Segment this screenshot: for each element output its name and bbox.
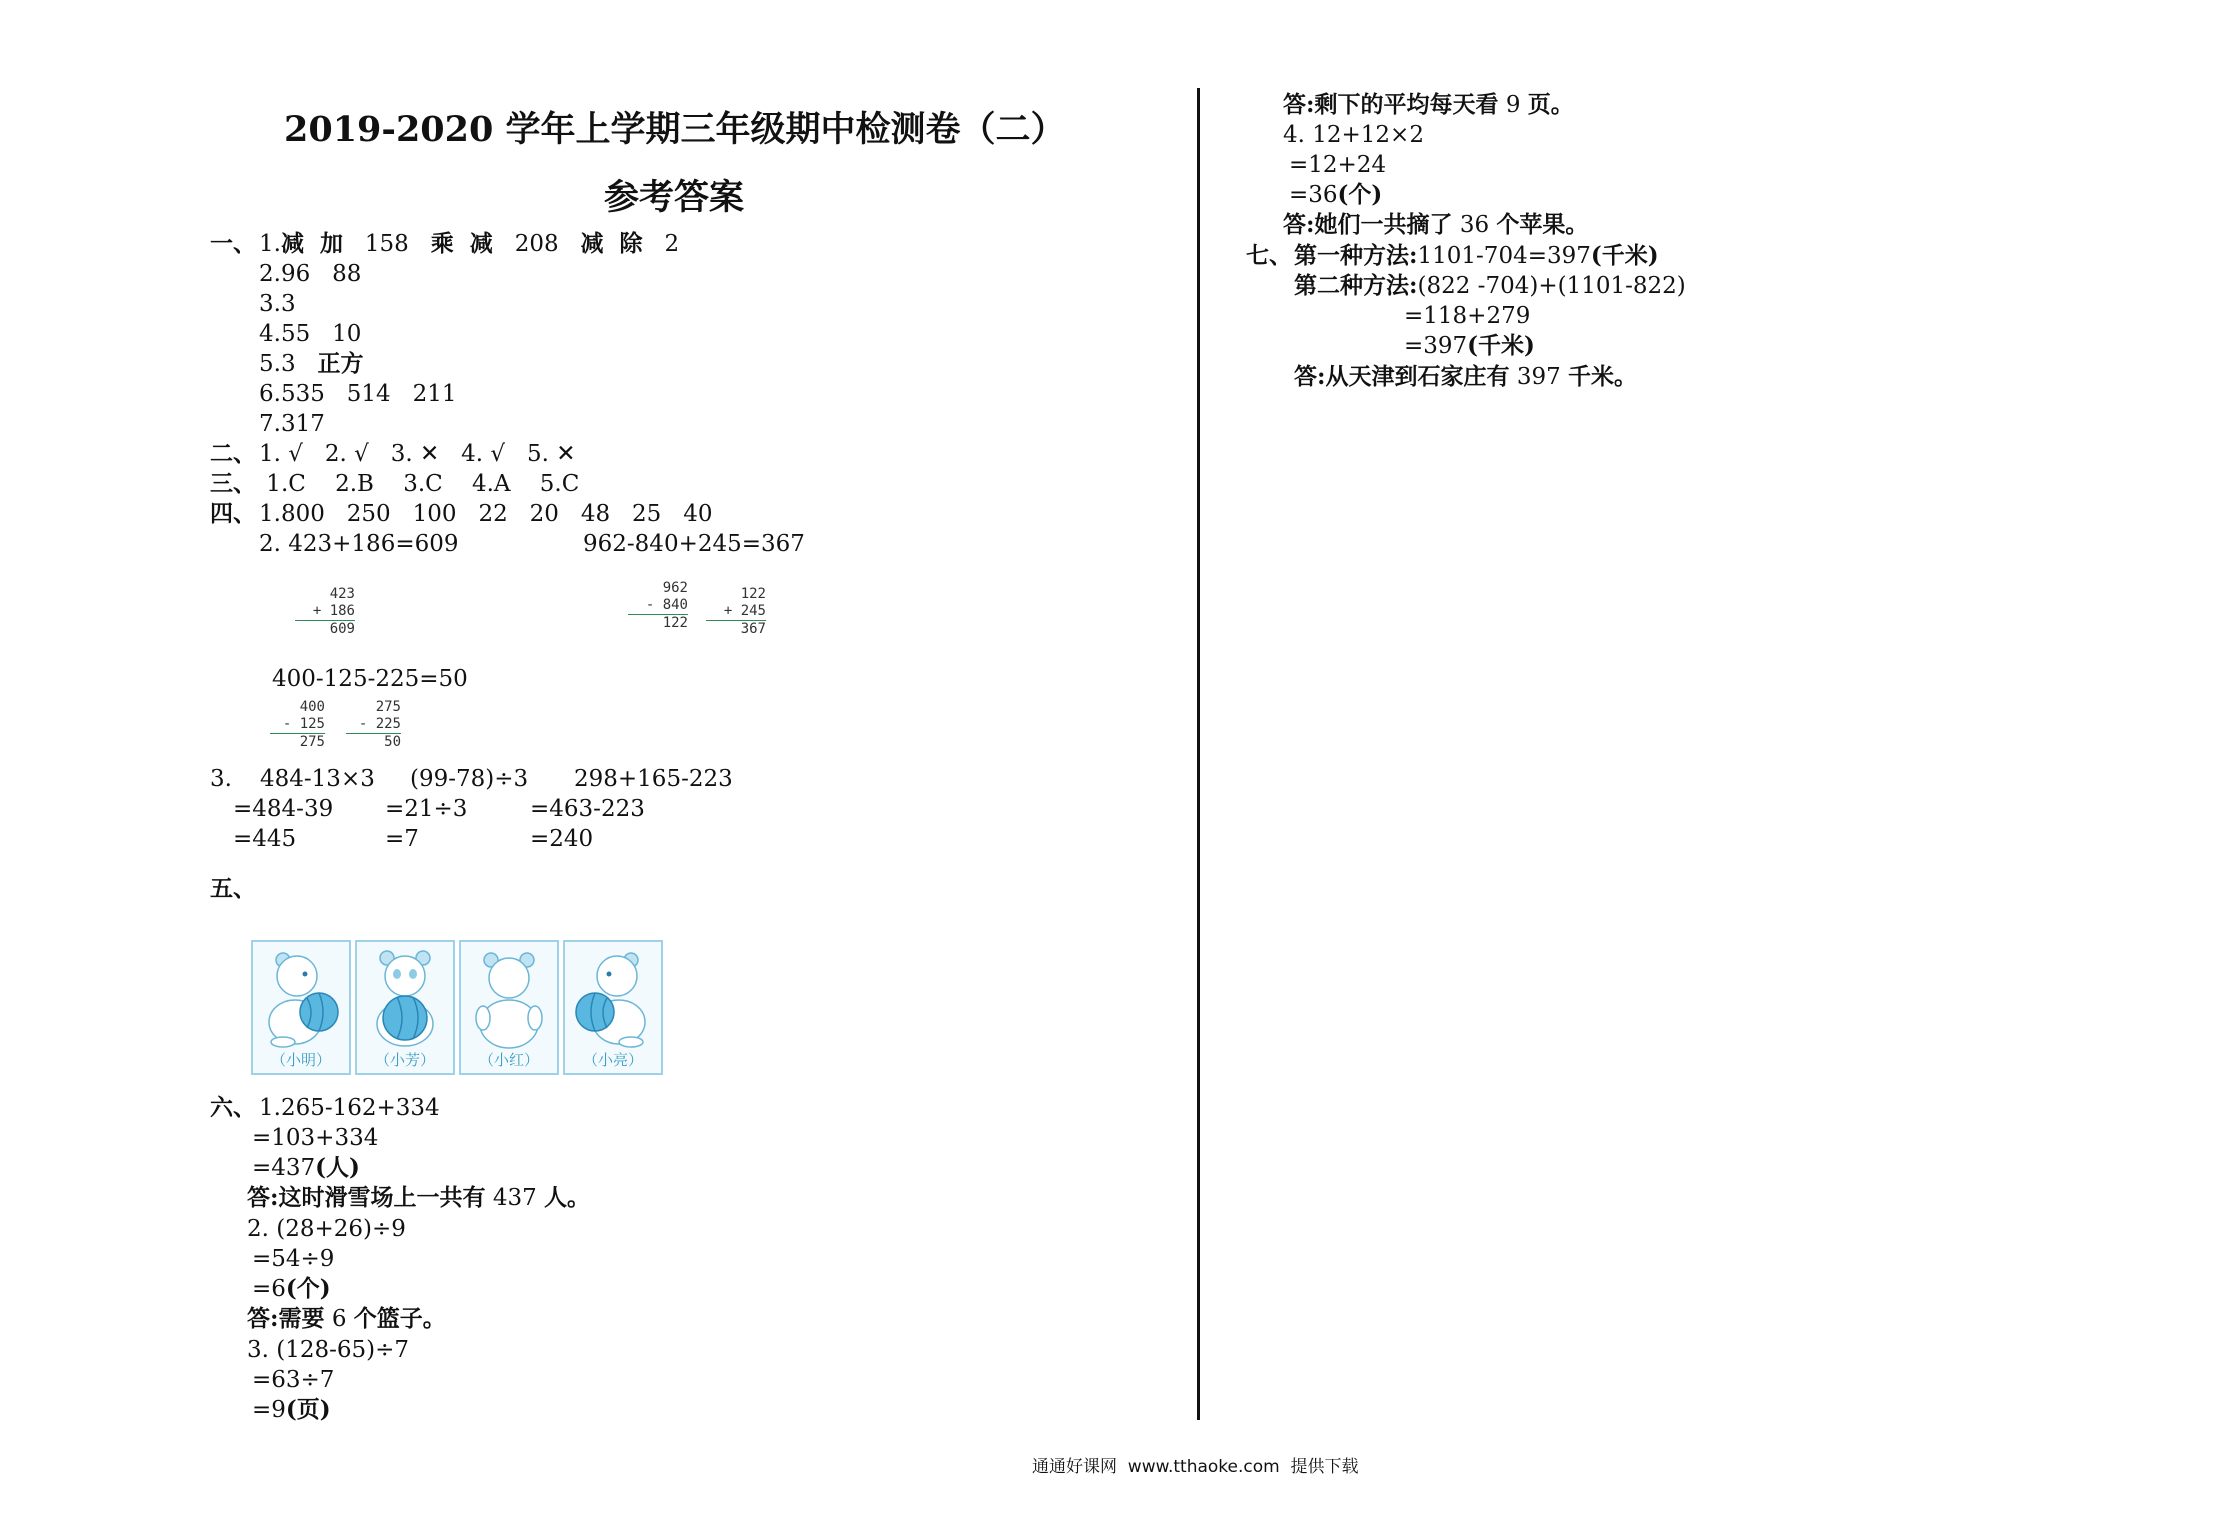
s7-answer: 答:从天津到石家庄有 397 千米。 — [1294, 363, 1638, 390]
panda-card-xiaohong — [459, 940, 559, 1075]
s6-q4-line-1: 4. 12+12×2 — [1283, 122, 1424, 148]
s7-method-1: 第一种方法:1101-704=397(千米) — [1294, 242, 1659, 269]
s6-q2-line-3: =6(个) — [252, 1275, 331, 1302]
s6-q4-answer: 答:她们一共摘了 36 个苹果。 — [1283, 211, 1589, 238]
panda-card-xiaoliang — [563, 940, 663, 1075]
section-3-label: 三、 — [210, 470, 256, 497]
panda-back-icon — [461, 942, 557, 1050]
s6-q2-answer: 答:需要 6 个篮子。 — [247, 1305, 446, 1332]
s4-line-2a: 2. 423+186=609 — [259, 531, 459, 557]
s6-q1-answer: 答:这时滑雪场上一共有 437 人。 — [247, 1184, 591, 1211]
s6-q3-line-1: 3. (128-65)÷7 — [247, 1337, 410, 1363]
s4-q3-b2: =21÷3 — [385, 796, 468, 822]
column-divider — [1197, 88, 1200, 1420]
s1-line-2: 2.96 88 — [259, 261, 362, 287]
s7-method-2: 第二种方法:(822 -704)+(1101-822) — [1294, 272, 1686, 299]
s4-line-1: 1.800 250 100 22 20 48 25 40 — [259, 501, 713, 527]
panda-side-right-ball-icon — [565, 942, 661, 1050]
document-title: 2019-2020 学年上学期三年级期中检测卷（二） — [284, 109, 1066, 150]
section-2-label: 二、 — [210, 440, 256, 467]
panda-card-xiaoming — [251, 940, 351, 1075]
s6-q4-line-2: =12+24 — [1289, 152, 1387, 178]
panda-side-left-ball-icon — [253, 942, 349, 1050]
s3-answers: 1.C 2.B 3.C 4.A 5.C — [259, 471, 580, 497]
s1-line-1: 1.减 加 158 乘 减 208 减 除 2 — [259, 230, 680, 257]
s4-q3-c2: =463-223 — [530, 796, 645, 822]
s1-line-7: 7.317 — [259, 411, 325, 437]
s1-line-3: 3.3 — [259, 291, 296, 317]
panda-card-name: （小明） — [270, 1051, 331, 1069]
panda-card-name: （小亮） — [582, 1051, 643, 1069]
s4-q3-c3: =240 — [530, 826, 594, 852]
footer-source: 通通好课网 www.tthaoke.com 提供下载 — [1032, 1457, 1359, 1477]
s1-line-5: 5.3 正方 — [259, 350, 364, 377]
s4-q3-number: 3. — [210, 766, 232, 792]
section-7-label: 七、 — [1246, 242, 1292, 269]
vertical-calc-4: 400 - 125 275 — [270, 699, 325, 751]
s7-method-2-line-2: =118+279 — [1404, 303, 1531, 329]
s6-q3-answer: 答:剩下的平均每天看 9 页。 — [1283, 91, 1574, 118]
vertical-calc-5: 275 - 225 50 — [346, 699, 401, 751]
s4-q3-b3: =7 — [385, 826, 419, 852]
section-5-label: 五、 — [210, 875, 256, 902]
section-4-label: 四、 — [210, 500, 256, 527]
panda-front-ball-icon — [357, 942, 453, 1050]
section-6-label: 六、 — [210, 1094, 256, 1121]
s1-line-6: 6.535 514 211 — [259, 381, 457, 407]
s6-q1-line-2: =103+334 — [252, 1125, 379, 1151]
s6-q2-line-2: =54÷9 — [252, 1246, 335, 1272]
section-1-label: 一、 — [210, 230, 256, 257]
s6-q3-line-2: =63÷7 — [252, 1367, 335, 1393]
s4-line-2b: 962-840+245=367 — [583, 531, 805, 557]
vertical-calc-2: 962 - 840 122 — [628, 580, 688, 632]
s6-q1-line-3: =437(人) — [252, 1154, 360, 1181]
s4-q3-a3: =445 — [233, 826, 297, 852]
s4-q3-a2: =484-39 — [233, 796, 334, 822]
s4-q3-b1: (99-78)÷3 — [410, 766, 529, 792]
panda-card-xiaofang — [355, 940, 455, 1075]
vertical-calc-1: 423 + 186 609 — [295, 586, 355, 638]
s1-line-4: 4.55 10 — [259, 321, 362, 347]
panda-card-name: （小红） — [478, 1051, 539, 1069]
s6-q2-line-1: 2. (28+26)÷9 — [247, 1216, 406, 1242]
s2-answers: 1. √ 2. √ 3. ✕ 4. √ 5. ✕ — [259, 441, 576, 467]
s6-q3-line-3: =9(页) — [252, 1396, 331, 1423]
s6-q4-line-3: =36(个) — [1289, 181, 1383, 208]
s4-line-3: 400-125-225=50 — [272, 666, 468, 692]
s7-method-2-line-3: =397(千米) — [1404, 332, 1535, 359]
document-subtitle: 参考答案 — [604, 177, 745, 218]
s4-q3-c1: 298+165-223 — [574, 766, 733, 792]
s6-q1-line-1: 1.265-162+334 — [259, 1095, 440, 1121]
vertical-calc-3: 122 + 245 367 — [706, 586, 766, 638]
panda-card-name: （小芳） — [374, 1051, 435, 1069]
s4-q3-a1: 484-13×3 — [260, 766, 375, 792]
